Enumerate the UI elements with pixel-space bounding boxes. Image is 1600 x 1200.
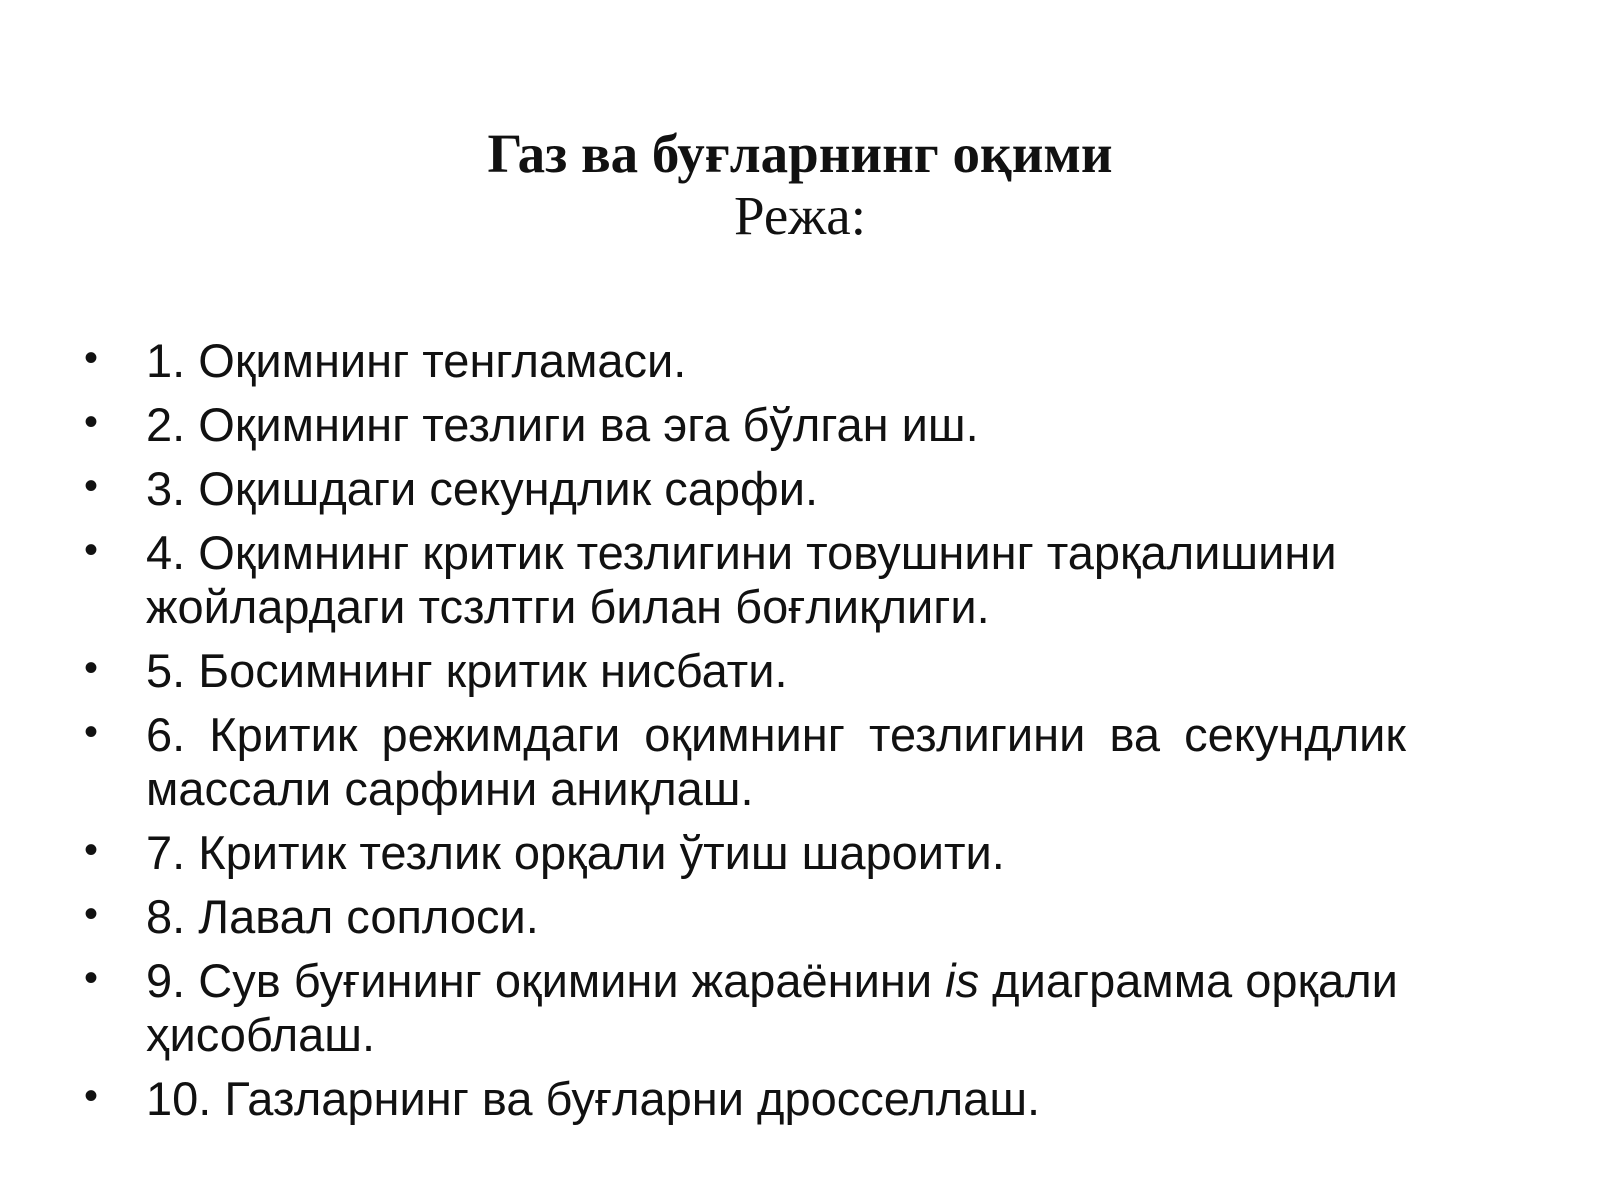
list-item-text: 4. Оқимнинг критик тезлигини товушнинг тарқалишини жойлардаги тсзлтги билан боғлиқлиги. [146, 526, 1337, 633]
slide-title: Газ ва буғларнинг оқими [487, 123, 1113, 184]
list-item [84, 826, 1504, 880]
bullet-icon: • [84, 336, 99, 380]
list-item [84, 644, 1504, 698]
list-item [84, 708, 1504, 816]
list-item-text-part: диаграмма орқали ҳисоблаш. [146, 954, 1398, 1061]
list-item [84, 890, 1504, 944]
bullet-icon: • [84, 892, 99, 936]
bullet-icon: • [84, 646, 99, 690]
list-item [84, 526, 1504, 634]
bullet-icon: • [84, 400, 99, 444]
title-block [0, 122, 1600, 246]
list-item-text: 1. Оқимнинг тенгламаси. [146, 334, 687, 387]
list-item-text: 2. Оқимнинг тезлиги ва эга бўлган иш. [146, 398, 979, 451]
list-item-text: 3. Оқишдаги секундлик сарфи. [146, 462, 819, 515]
slide-subtitle: Режа: [734, 185, 866, 246]
bullet-icon: • [84, 464, 99, 508]
bullet-icon: • [84, 710, 99, 754]
list-item [84, 398, 1504, 452]
list-item-text [146, 954, 1504, 1062]
list-item [84, 334, 1504, 388]
list-item [84, 954, 1504, 1062]
bullet-icon: • [84, 1074, 99, 1118]
list-item-text: 7. Критик тезлик орқали ўтиш шароити. [146, 826, 1005, 879]
list-item-text: 10. Газларнинг ва буғларни дросселлаш. [146, 1072, 1041, 1125]
list-item [84, 1072, 1504, 1126]
plan-list [84, 334, 1504, 1136]
list-item [84, 462, 1504, 516]
list-item-text: 6. Критик режимдаги оқимнинг тезлигини ва секундлик массали сарфини аниқлаш. [146, 708, 1406, 815]
list-item-text: 5. Босимнинг критик нисбати. [146, 644, 788, 697]
list-item-italic-text: is [945, 954, 980, 1007]
bullet-icon: • [84, 956, 99, 1000]
list-item-text-part: 9. Сув буғининг оқимини жараёнини [146, 954, 946, 1007]
bullet-icon: • [84, 528, 99, 572]
list-item-text: 8. Лавал соплоси. [146, 890, 539, 943]
bullet-icon: • [84, 828, 99, 872]
